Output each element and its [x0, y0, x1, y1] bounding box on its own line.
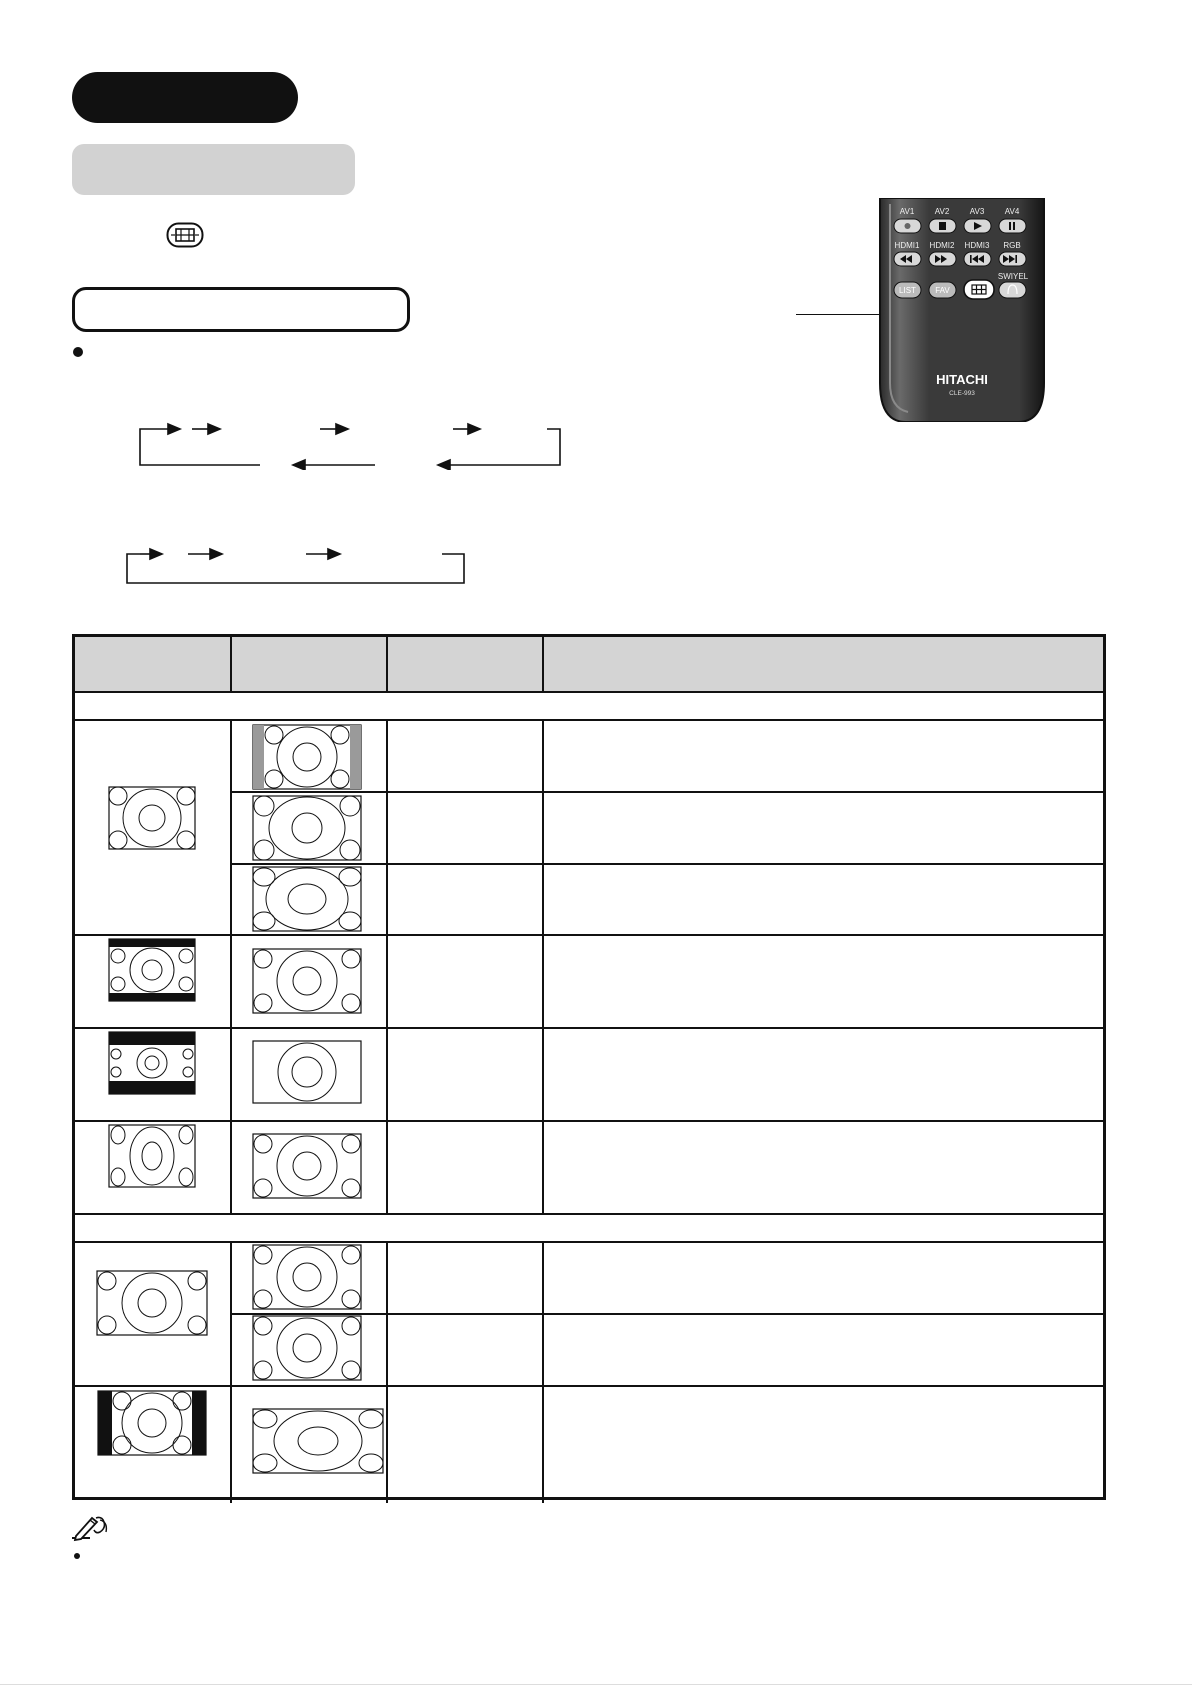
thumb-source-letterbox: [108, 938, 196, 1007]
remote-model: CLE-993: [949, 390, 975, 397]
section-heading-black: [72, 72, 298, 123]
remote-label-av1: AV1: [899, 207, 915, 216]
thumb-mode-16-9-a: [252, 1244, 362, 1315]
thumb-mode-16-9-b: [252, 1315, 362, 1386]
remote-label-hdmi2: HDMI2: [929, 241, 955, 250]
remote-list-label: LIST: [899, 286, 916, 295]
remote-brand: HITACHI: [936, 372, 988, 387]
bullet-dot: [73, 347, 83, 357]
remote-label-av2: AV2: [934, 207, 950, 216]
thumb-mode-full-wide: [252, 1133, 362, 1204]
memo-pencil-icon: [70, 1512, 114, 1547]
thumb-mode-zoom-wide: [252, 1040, 362, 1109]
remote-label-av4: AV4: [1004, 207, 1020, 216]
remote-label-av3: AV3: [969, 207, 985, 216]
remote-control-image: [878, 198, 1046, 422]
subsection-heading-outline: [72, 287, 410, 332]
thumb-source-4-3: [108, 786, 196, 855]
remote-label-swiyel: SWIYEL: [997, 272, 1029, 281]
thumb-mode-stretched: [252, 1408, 384, 1479]
remote-label-rgb: RGB: [1003, 241, 1021, 250]
remote-pause-button[interactable]: [999, 219, 1026, 233]
aspect-ratio-button-icon: [166, 222, 204, 253]
thumb-mode-full: [252, 866, 362, 937]
mode-cycle-diagram-1: [130, 415, 570, 470]
thumb-source-pillarbox: [97, 1390, 207, 1461]
thumb-source-16-9: [96, 1270, 208, 1341]
thumb-mode-zoom: [252, 795, 362, 866]
thumb-mode-4-3-pillar: [252, 724, 362, 795]
thumb-mode-cinema: [252, 948, 362, 1019]
aspect-mode-table: [72, 634, 1106, 1500]
remote-fav-label: FAV: [935, 286, 950, 295]
thumb-source-squeezed: [108, 1124, 196, 1193]
note-bullet: [74, 1553, 80, 1559]
mode-cycle-diagram-2: [120, 545, 470, 585]
remote-label-hdmi1: HDMI1: [894, 241, 920, 250]
remote-headphone-button[interactable]: [999, 282, 1026, 298]
thumb-source-wide-letterbox: [108, 1031, 196, 1100]
section-heading-grey: [72, 144, 355, 195]
remote-label-hdmi3: HDMI3: [964, 241, 990, 250]
